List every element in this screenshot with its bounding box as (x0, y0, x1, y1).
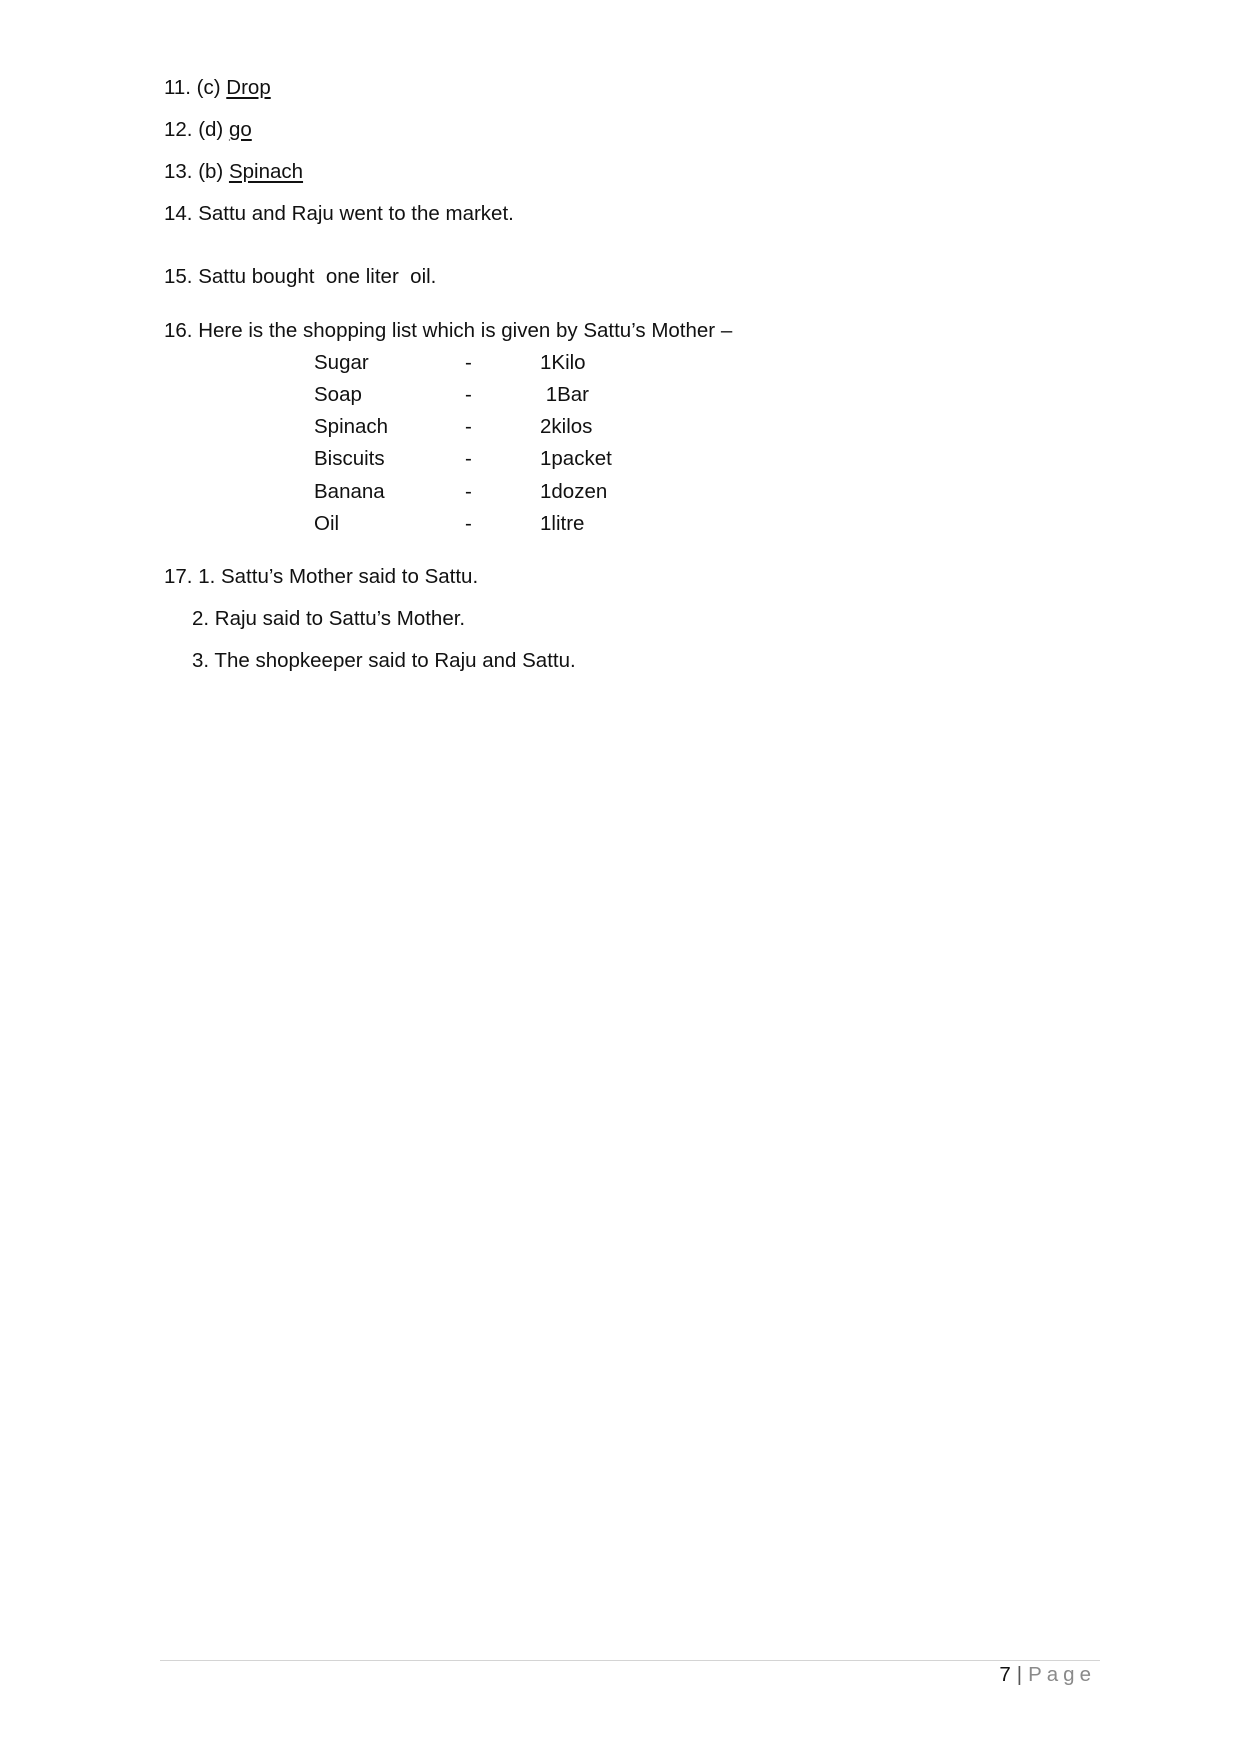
list-item-name: Biscuits (314, 447, 385, 470)
answer-12 (164, 116, 252, 144)
list-item-qty: 1packet (540, 447, 612, 470)
answer-13-word: Spinach (228, 160, 304, 183)
list-item-name: Oil (314, 512, 340, 535)
answer-15: 15. Sattu bought one liter oil. (164, 265, 437, 288)
list-item-qty: 2kilos (540, 415, 593, 438)
answer-11 (164, 74, 271, 102)
list-item (314, 381, 714, 409)
footer-separator: | (1016, 1663, 1023, 1686)
answer-11-word: Drop (226, 76, 271, 99)
list-item-qty: 1dozen (540, 480, 608, 503)
answer-14: 14. Sattu and Raju went to the market. (164, 202, 514, 225)
answer-13 (164, 158, 303, 186)
list-item-qty: 1Kilo (540, 351, 586, 374)
list-item (314, 510, 714, 538)
list-item-dash: - (465, 512, 472, 535)
list-item (314, 413, 714, 441)
page-footer (999, 1661, 1096, 1689)
footer-divider (160, 1660, 1100, 1661)
list-item-dash: - (465, 480, 472, 503)
answer-11-prefix: 11. (c) (164, 76, 227, 99)
page-number: 7 (999, 1663, 1011, 1686)
answer-17-line-2: 2. Raju said to Sattu’s Mother. (192, 607, 466, 630)
list-item-dash: - (465, 415, 472, 438)
list-item-dash: - (465, 351, 472, 374)
answer-17-line-1: 17. 1. Sattu’s Mother said to Sattu. (164, 565, 479, 588)
list-item (314, 478, 714, 506)
answer-12-prefix: 12. (d) (164, 118, 229, 141)
list-item-name: Banana (314, 480, 385, 503)
list-item-name: Soap (314, 383, 362, 406)
answer-16: 16. Here is the shopping list which is given by Sattu’s Mother – (164, 319, 733, 342)
list-item-qty: 1Bar (540, 383, 589, 406)
list-item (314, 445, 714, 473)
list-item-dash: - (465, 383, 472, 406)
answer-13-prefix: 13. (b) (164, 160, 229, 183)
answer-17-line-3: 3. The shopkeeper said to Raju and Sattu. (192, 649, 576, 672)
list-item-qty: 1litre (540, 512, 585, 535)
list-item-dash: - (465, 447, 472, 470)
list-item (314, 349, 714, 377)
list-item-name: Spinach (314, 415, 389, 438)
list-item-name: Sugar (314, 351, 369, 374)
answer-12-word: go (228, 118, 252, 141)
page-word: Page (1028, 1663, 1096, 1686)
